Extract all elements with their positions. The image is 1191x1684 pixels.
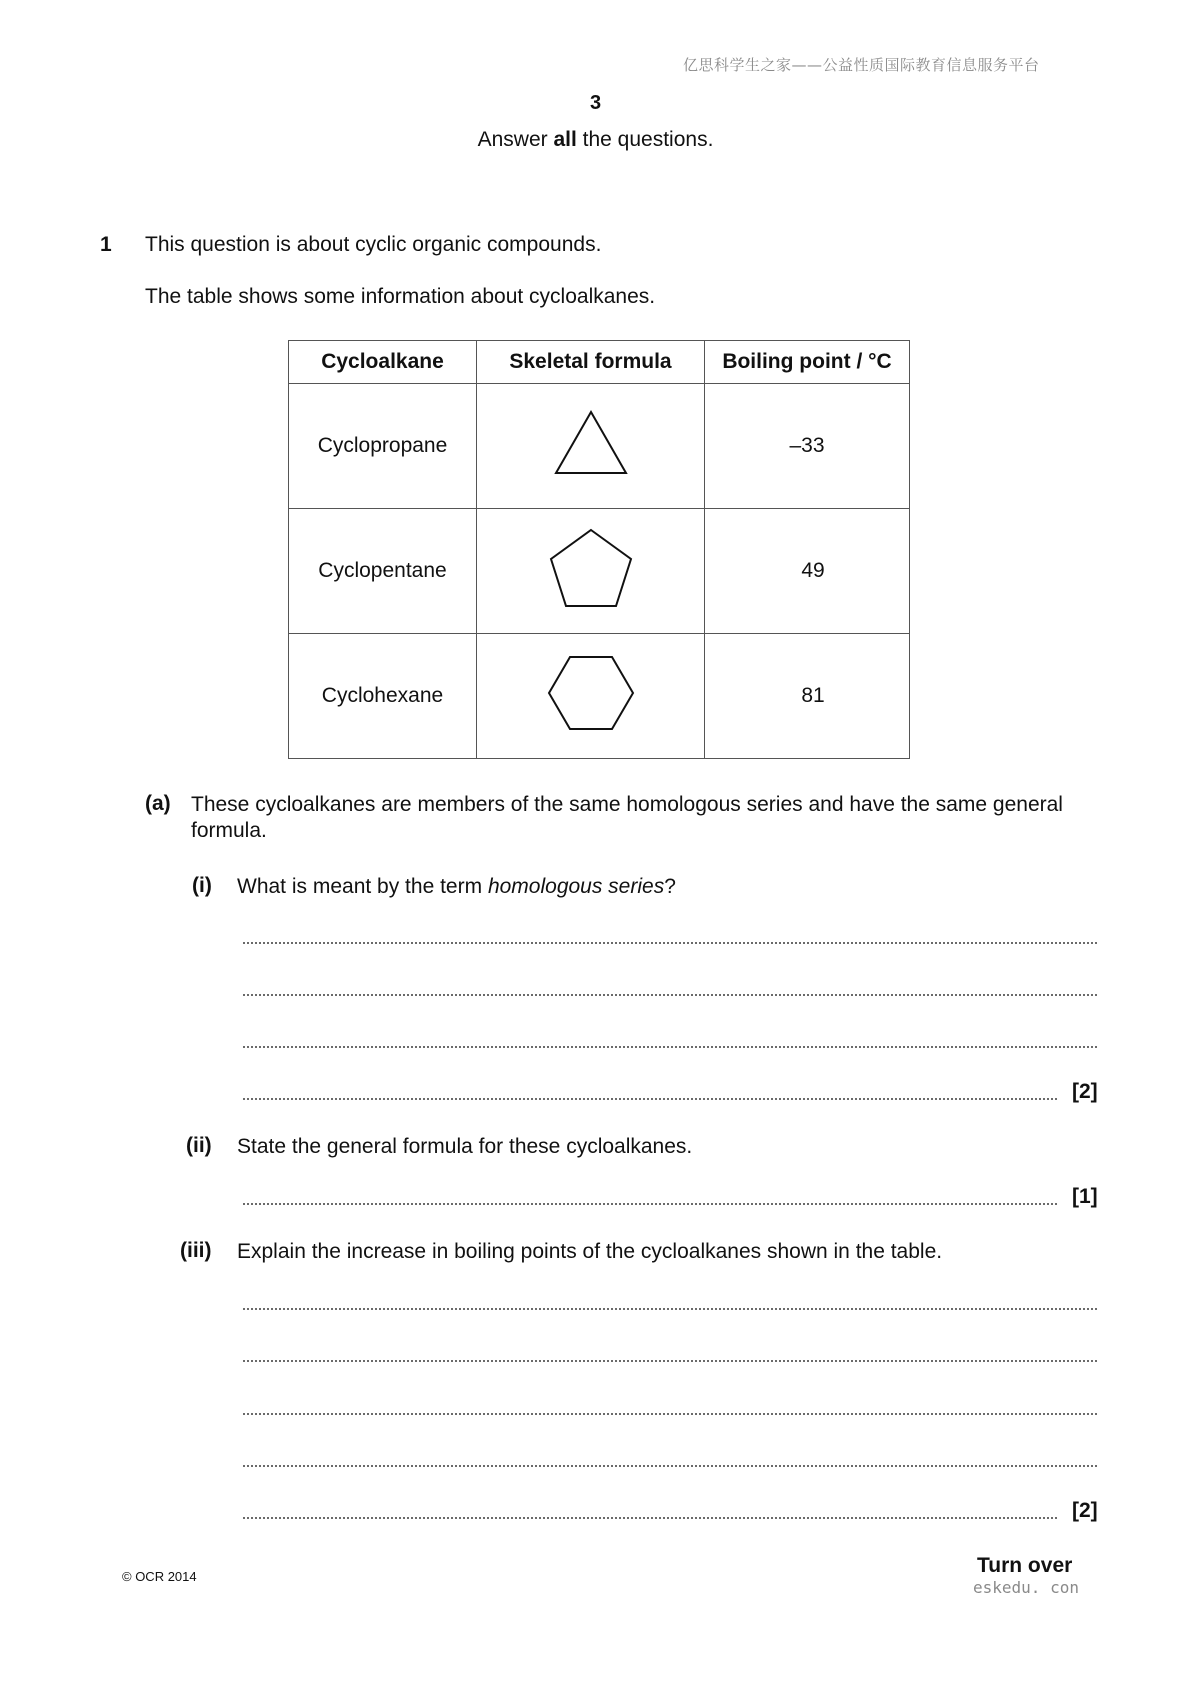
part-i-term: homologous series xyxy=(487,875,665,898)
cell-name: Cyclohexane xyxy=(289,634,477,759)
turn-over: Turn over xyxy=(977,1554,1073,1577)
part-ii-question: State the general formula for these cycloalkanes. xyxy=(237,1135,693,1158)
boiling-point-value: 49 xyxy=(801,559,825,582)
table-row xyxy=(289,509,910,634)
part-i-after: ? xyxy=(664,875,676,898)
triangle-icon xyxy=(551,408,631,478)
question-number: 1 xyxy=(100,233,112,256)
marks-i: [2] xyxy=(1072,1080,1098,1103)
cell-boiling-point xyxy=(705,634,910,759)
answer-line[interactable] xyxy=(242,1360,1097,1362)
table-intro: The table shows some information about cycloalkanes. xyxy=(145,285,656,308)
cell-formula xyxy=(477,384,705,509)
instructions-after: the questions. xyxy=(576,128,714,151)
watermark-top: 亿思科学生之家——公益性质国际教育信息服务平台 xyxy=(683,56,1040,74)
marks-ii: [1] xyxy=(1072,1185,1098,1208)
part-iii-label: (iii) xyxy=(180,1239,212,1262)
answer-line[interactable] xyxy=(242,1046,1097,1048)
part-i-question xyxy=(237,874,676,900)
instructions-bold: all xyxy=(553,128,577,151)
answer-line[interactable] xyxy=(242,942,1097,944)
answer-line[interactable] xyxy=(242,1413,1097,1415)
part-a-label: (a) xyxy=(145,792,171,815)
cell-boiling-point xyxy=(705,509,910,634)
cell-name: Cyclopentane xyxy=(289,509,477,634)
table-header-row xyxy=(289,341,910,384)
instructions xyxy=(0,128,1191,152)
pentagon-icon xyxy=(546,526,636,610)
table-row xyxy=(289,634,910,759)
question-intro: This question is about cyclic organic compounds. xyxy=(145,233,602,256)
part-a-text: These cycloalkanes are members of the same homologous series and have the same general formula. xyxy=(191,793,1063,842)
cell-name: Cyclopropane xyxy=(289,384,477,509)
header-skeletal-formula: Skeletal formula xyxy=(477,341,705,384)
answer-line[interactable] xyxy=(242,1098,1057,1100)
boiling-point-value: 81 xyxy=(801,684,825,707)
part-i-label: (i) xyxy=(192,874,212,897)
header-cycloalkane: Cycloalkane xyxy=(289,341,477,384)
answer-line[interactable] xyxy=(242,1517,1057,1519)
cell-formula xyxy=(477,634,705,759)
boiling-point-value: –33 xyxy=(789,434,825,457)
answer-line[interactable] xyxy=(242,1465,1097,1467)
answer-line[interactable] xyxy=(242,1308,1097,1310)
instructions-before: Answer xyxy=(477,128,554,151)
watermark-bottom: eskedu. con xyxy=(973,1578,1079,1597)
hexagon-icon xyxy=(545,653,637,733)
cycloalkane-table xyxy=(288,340,910,759)
cell-boiling-point xyxy=(705,384,910,509)
answer-line[interactable] xyxy=(242,1203,1057,1205)
answer-line[interactable] xyxy=(242,994,1097,996)
part-ii-label: (ii) xyxy=(186,1134,212,1157)
cell-formula xyxy=(477,509,705,634)
page-number: 3 xyxy=(589,92,602,114)
table-row xyxy=(289,384,910,509)
marks-iii: [2] xyxy=(1072,1499,1098,1522)
copyright: © OCR 2014 xyxy=(122,1569,197,1584)
part-iii-question: Explain the increase in boiling points of the cycloalkanes shown in the table. xyxy=(237,1240,943,1263)
header-boiling-point: Boiling point / °C xyxy=(705,341,910,384)
part-i-before: What is meant by the term xyxy=(237,875,488,898)
